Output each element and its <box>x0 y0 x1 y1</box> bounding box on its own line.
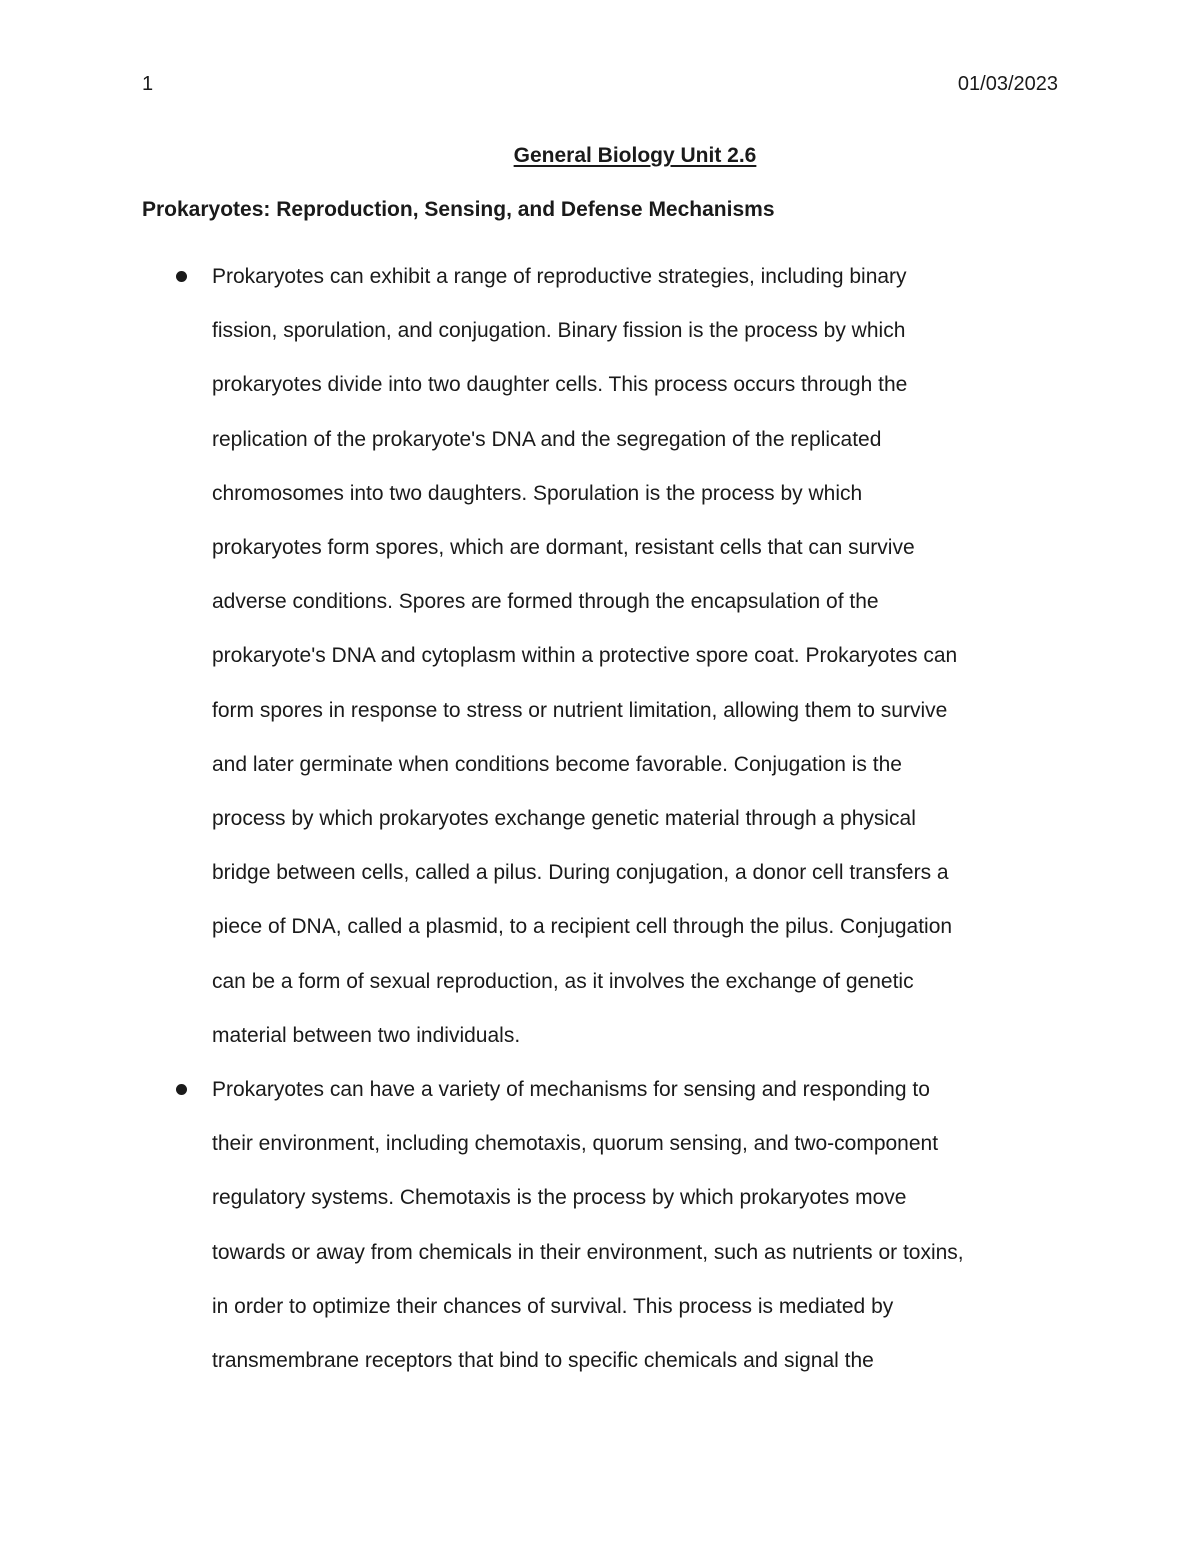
text-line: Prokaryotes can have a variety of mechanisms for sensing and responding to <box>212 1078 930 1102</box>
bullet-item-reproduction <box>212 250 1062 1063</box>
text-line: fission, sporulation, and conjugation. Binary fission is the process by which <box>212 319 906 343</box>
text-line: transmembrane receptors that bind to specific chemicals and signal the <box>212 1349 874 1373</box>
section-heading: Prokaryotes: Reproduction, Sensing, and Defense Mechanisms <box>142 198 775 221</box>
text-line: chromosomes into two daughters. Sporulation is the process by which <box>212 481 863 505</box>
text-line: towards or away from chemicals in their environment, such as nutrients or toxins, <box>212 1240 964 1264</box>
text-line: bridge between cells, called a pilus. During conjugation, a donor cell transfers a <box>212 861 949 885</box>
bullet-dot-icon <box>176 271 187 282</box>
bullet-list <box>212 250 1062 1388</box>
text-line: in order to optimize their chances of survival. This process is mediated by <box>212 1294 894 1318</box>
text-line: Prokaryotes can exhibit a range of reproductive strategies, including binary <box>212 265 907 288</box>
text-line: their environment, including chemotaxis, quorum sensing, and two-component <box>212 1132 939 1156</box>
bullet-item-sensing <box>212 1063 1062 1388</box>
text-line: material between two individuals. <box>212 1023 521 1047</box>
text-line: form spores in response to stress or nutrient limitation, allowing them to survive <box>212 698 948 722</box>
bullet-text <box>212 250 1062 1063</box>
text-line: and later germinate when conditions become favorable. Conjugation is the <box>212 752 902 776</box>
text-line: prokaryotes form spores, which are dormant, resistant cells that can survive <box>212 536 915 560</box>
text-line: regulatory systems. Chemotaxis is the process by which prokaryotes move <box>212 1186 907 1210</box>
text-line: adverse conditions. Spores are formed through the encapsulation of the <box>212 590 879 614</box>
text-line: can be a form of sexual reproduction, as it involves the exchange of genetic <box>212 969 914 993</box>
bullet-text <box>212 1063 1062 1388</box>
bullet-dot-icon <box>176 1084 187 1095</box>
header-date: 01/03/2023 <box>957 73 1058 95</box>
page-number: 1 <box>142 73 154 95</box>
text-line: process by which prokaryotes exchange genetic material through a physical <box>212 807 916 831</box>
text-line: piece of DNA, called a plasmid, to a recipient cell through the pilus. Conjugation <box>212 915 953 939</box>
text-line: replication of the prokaryote's DNA and the segregation of the replicated <box>212 427 882 451</box>
text-line: prokaryotes divide into two daughter cells. This process occurs through the <box>212 373 908 397</box>
text-line: prokaryote's DNA and cytoplasm within a protective spore coat. Prokaryotes can <box>212 644 958 668</box>
document-title: General Biology Unit 2.6 <box>513 144 757 167</box>
